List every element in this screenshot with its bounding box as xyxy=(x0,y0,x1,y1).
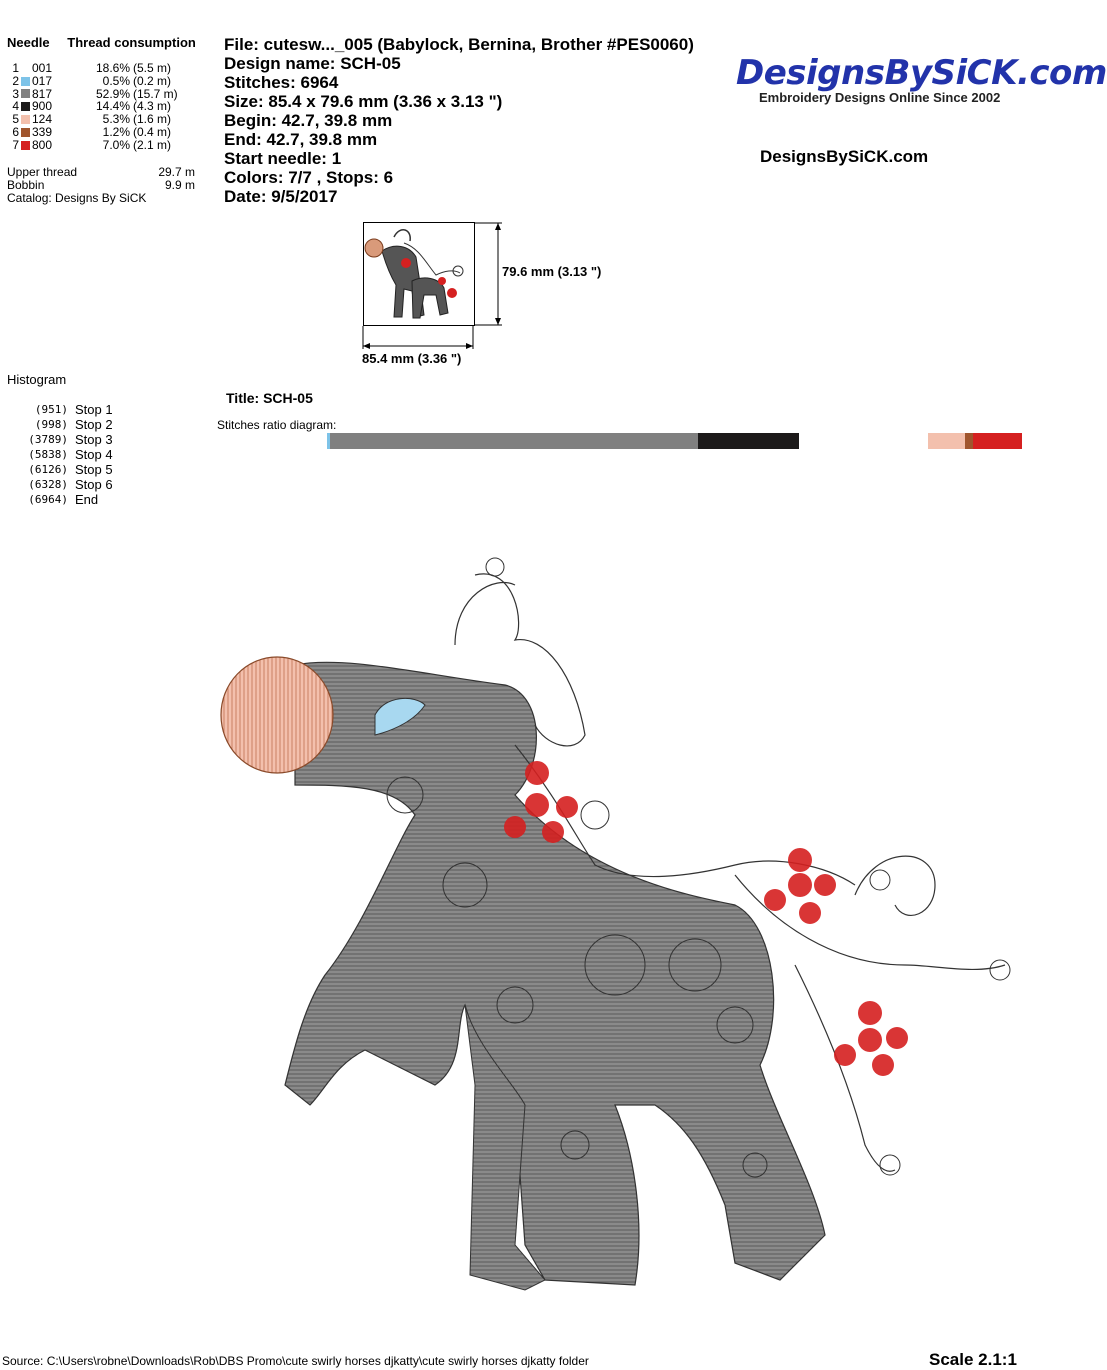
color-swatch-icon xyxy=(21,102,30,111)
needle-row xyxy=(7,126,178,139)
needle-number: 5 xyxy=(12,112,19,127)
thread-percent: 0.5% xyxy=(102,73,130,88)
histogram-count: (998) xyxy=(34,418,68,431)
stitches-ratio-bar xyxy=(327,433,1022,449)
histogram-row xyxy=(18,462,113,477)
scale-label: Scale 2.1:1 xyxy=(929,1350,1017,1369)
stitches-line: Stitches: 6964 xyxy=(224,73,339,92)
histogram-label: Stop 2 xyxy=(75,417,113,432)
thread-length: (0.4 m) xyxy=(133,124,172,139)
histogram-count: (6126) xyxy=(28,463,68,476)
ratio-segment xyxy=(799,433,928,449)
histogram-list xyxy=(18,402,113,507)
histogram-row xyxy=(18,477,113,492)
histogram-row xyxy=(18,492,113,507)
thread-length: (1.6 m) xyxy=(133,112,172,127)
histogram-count: (5838) xyxy=(28,448,68,461)
date-line: Date: 9/5/2017 xyxy=(224,187,338,206)
color-swatch-icon xyxy=(21,141,30,150)
needle-row xyxy=(7,75,178,88)
needle-number: 7 xyxy=(12,137,19,152)
thread-code: 124 xyxy=(32,112,53,127)
dimension-lines xyxy=(362,222,514,354)
site-url: DesignsBySiCK.com xyxy=(760,147,929,166)
thread-length: (0.2 m) xyxy=(133,73,172,88)
needle-number: 3 xyxy=(12,86,19,101)
start-needle-line: Start needle: 1 xyxy=(224,149,342,168)
thread-consumption-header: Thread consumption xyxy=(67,35,196,50)
needle-list xyxy=(7,62,178,152)
color-swatch-icon xyxy=(21,115,30,124)
histogram-title: Histogram xyxy=(7,372,67,387)
thread-percent: 52.9% xyxy=(95,86,130,101)
color-swatch-icon xyxy=(21,64,30,73)
color-swatch-icon xyxy=(21,89,30,98)
needle-number: 2 xyxy=(12,73,19,88)
histogram-row xyxy=(18,432,113,447)
file-line: File: cutesw..._005 (Babylock, Bernina, Brother #PES0060) xyxy=(224,35,694,54)
bobbin-value: 9.9 m xyxy=(164,178,195,192)
histogram-label: Stop 3 xyxy=(75,432,113,447)
colors-line: Colors: 7/7 , Stops: 6 xyxy=(224,168,394,187)
needle-row xyxy=(7,62,178,75)
design-info xyxy=(224,35,694,206)
ratio-label: Stitches ratio diagram: xyxy=(217,418,337,432)
thread-code: 001 xyxy=(32,61,53,75)
thread-code: 017 xyxy=(32,73,53,88)
source-path: Source: C:\Users\robne\Downloads\Rob\DBS Promo\cute swirly horses djkatty\cute swirly horses djkatty folder xyxy=(2,1354,589,1368)
needle-table-header xyxy=(7,35,196,50)
begin-line: Begin: 42.7, 39.8 mm xyxy=(224,111,393,130)
ratio-segment xyxy=(973,433,1022,449)
upper-thread-label: Upper thread xyxy=(7,165,78,179)
thread-percent: 18.6% xyxy=(95,61,130,75)
thread-length: (5.5 m) xyxy=(133,61,172,75)
size-line: Size: 85.4 x 79.6 mm (3.36 x 3.13 ") xyxy=(224,92,503,111)
thread-percent: 7.0% xyxy=(102,137,130,152)
needle-number: 6 xyxy=(12,124,19,139)
thread-code: 339 xyxy=(32,124,53,139)
histogram-label: Stop 1 xyxy=(75,402,113,417)
histogram-row xyxy=(18,447,113,462)
color-swatch-icon xyxy=(21,128,30,137)
thread-summary xyxy=(7,166,195,205)
thread-code: 817 xyxy=(32,86,53,101)
thumbnail-width-label: 85.4 mm (3.36 ") xyxy=(362,351,462,366)
histogram-label: End xyxy=(75,492,99,507)
thumbnail-height-label: 79.6 mm (3.13 ") xyxy=(502,264,602,279)
ratio-segment xyxy=(698,433,798,449)
histogram-label: Stop 4 xyxy=(75,447,113,462)
brand-logo xyxy=(736,53,1107,105)
catalog-text: Catalog: Designs By SiCK xyxy=(7,191,147,205)
thread-length: (2.1 m) xyxy=(133,137,172,152)
histogram-count: (6328) xyxy=(28,478,68,491)
histogram-count: (3789) xyxy=(28,433,68,446)
needle-number: 4 xyxy=(12,99,19,114)
histogram-label: Stop 5 xyxy=(75,462,113,477)
histogram-count: (6964) xyxy=(28,493,68,506)
histogram-row xyxy=(18,417,113,432)
thread-code: 800 xyxy=(32,137,53,152)
ratio-segment xyxy=(928,433,965,449)
thread-percent: 1.2% xyxy=(102,124,130,139)
histogram-label: Stop 6 xyxy=(75,477,113,492)
thread-length: (15.7 m) xyxy=(133,86,178,101)
design-title: Title: SCH-05 xyxy=(226,390,313,406)
needle-header: Needle xyxy=(7,35,50,50)
embroidery-design-preview xyxy=(215,545,1021,1300)
design-name-line: Design name: SCH-05 xyxy=(224,54,401,73)
histogram-row xyxy=(18,402,113,417)
thread-percent: 14.4% xyxy=(95,99,130,114)
thread-code: 900 xyxy=(32,99,53,114)
color-swatch-icon xyxy=(21,77,30,86)
upper-thread-value: 29.7 m xyxy=(158,165,195,179)
needle-row xyxy=(7,139,178,152)
thread-length: (4.3 m) xyxy=(133,99,172,114)
thread-percent: 5.3% xyxy=(102,112,130,127)
ratio-segment xyxy=(965,433,973,449)
ratio-segment xyxy=(330,433,698,449)
logo-tagline: Embroidery Designs Online Since 2002 xyxy=(759,90,1001,105)
end-line: End: 42.7, 39.8 mm xyxy=(224,130,378,149)
logo-name: DesignsBySiCK.com xyxy=(736,53,1107,93)
bobbin-label: Bobbin xyxy=(7,178,45,192)
needle-number: 1 xyxy=(12,61,19,75)
histogram-count: (951) xyxy=(34,403,68,416)
